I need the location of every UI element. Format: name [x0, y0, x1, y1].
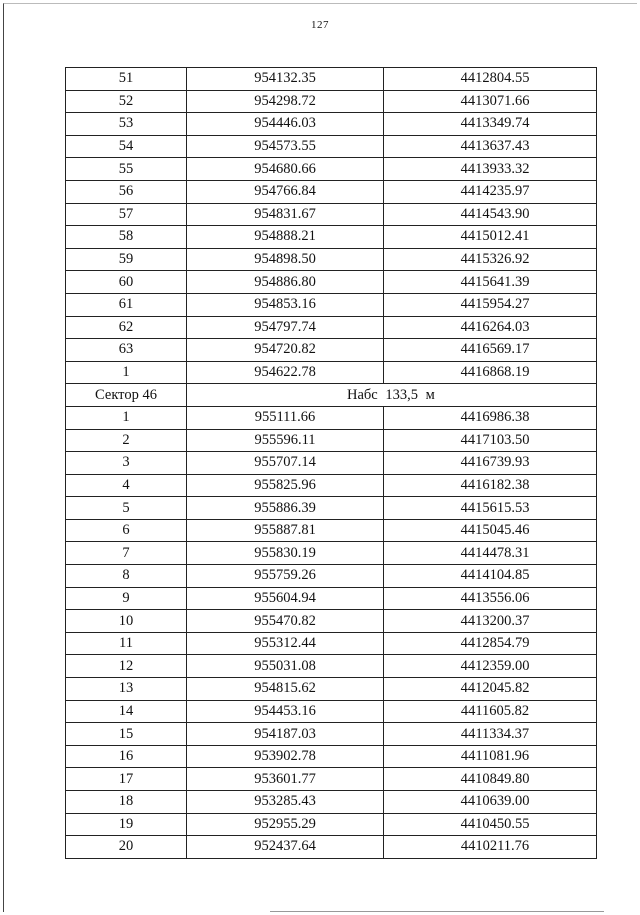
table-row: [66, 248, 597, 271]
point-number: 14: [66, 700, 187, 723]
sector-label: Сектор 46: [66, 384, 187, 407]
y-coordinate: 4415045.46: [384, 519, 597, 542]
x-coordinate: 952437.64: [187, 836, 384, 859]
x-coordinate: 955604.94: [187, 587, 384, 610]
y-coordinate: 4416868.19: [384, 361, 597, 384]
y-coordinate: 4411334.37: [384, 723, 597, 746]
point-number: 2: [66, 429, 187, 452]
table-row: [66, 723, 597, 746]
x-coordinate: 955887.81: [187, 519, 384, 542]
y-coordinate: 4415326.92: [384, 248, 597, 271]
point-number: 57: [66, 203, 187, 226]
point-number: 51: [66, 68, 187, 91]
table-row: [66, 180, 597, 203]
y-coordinate: 4416182.38: [384, 474, 597, 497]
x-coordinate: 955759.26: [187, 565, 384, 588]
y-coordinate: 4415615.53: [384, 497, 597, 520]
point-number: 19: [66, 813, 187, 836]
x-coordinate: 954298.72: [187, 90, 384, 113]
y-coordinate: 4411605.82: [384, 700, 597, 723]
y-coordinate: 4414104.85: [384, 565, 597, 588]
x-coordinate: 955312.44: [187, 632, 384, 655]
y-coordinate: 4414543.90: [384, 203, 597, 226]
point-number: 15: [66, 723, 187, 746]
table-row: [66, 452, 597, 475]
point-number: 6: [66, 519, 187, 542]
table-row: [66, 90, 597, 113]
y-coordinate: 4413933.32: [384, 158, 597, 181]
table-row: [66, 316, 597, 339]
point-number: 53: [66, 113, 187, 136]
x-coordinate: 954815.62: [187, 678, 384, 701]
table-row: [66, 339, 597, 362]
coordinates-table: [65, 67, 597, 859]
point-number: 10: [66, 610, 187, 633]
x-coordinate: 955830.19: [187, 542, 384, 565]
point-number: 18: [66, 791, 187, 814]
y-coordinate: 4416986.38: [384, 406, 597, 429]
x-coordinate: 954622.78: [187, 361, 384, 384]
y-coordinate: 4413071.66: [384, 90, 597, 113]
point-number: 9: [66, 587, 187, 610]
x-coordinate: 954573.55: [187, 135, 384, 158]
point-number: 58: [66, 226, 187, 249]
x-coordinate: 954898.50: [187, 248, 384, 271]
x-coordinate: 955031.08: [187, 655, 384, 678]
point-number: 56: [66, 180, 187, 203]
y-coordinate: 4410450.55: [384, 813, 597, 836]
bottom-edge-line: [270, 911, 604, 912]
table-row: [66, 406, 597, 429]
point-number: 5: [66, 497, 187, 520]
x-coordinate: 955707.14: [187, 452, 384, 475]
table-row: [66, 113, 597, 136]
x-coordinate: 954453.16: [187, 700, 384, 723]
point-number: 3: [66, 452, 187, 475]
table-row: [66, 135, 597, 158]
x-coordinate: 954853.16: [187, 293, 384, 316]
point-number: 17: [66, 768, 187, 791]
table-row: [66, 632, 597, 655]
y-coordinate: 4415954.27: [384, 293, 597, 316]
point-number: 20: [66, 836, 187, 859]
x-coordinate: 955111.66: [187, 406, 384, 429]
table-row: [66, 519, 597, 542]
table-row: [66, 655, 597, 678]
y-coordinate: 4411081.96: [384, 745, 597, 768]
point-number: 1: [66, 406, 187, 429]
x-coordinate: 952955.29: [187, 813, 384, 836]
x-coordinate: 954831.67: [187, 203, 384, 226]
x-coordinate: 954132.35: [187, 68, 384, 91]
point-number: 62: [66, 316, 187, 339]
table-row: [66, 610, 597, 633]
table-row: [66, 226, 597, 249]
point-number: 60: [66, 271, 187, 294]
table-row: [66, 542, 597, 565]
x-coordinate: 954446.03: [187, 113, 384, 136]
y-coordinate: 4416264.03: [384, 316, 597, 339]
table-row: [66, 768, 597, 791]
table-row: [66, 700, 597, 723]
table-row: [66, 836, 597, 859]
table-row: [66, 474, 597, 497]
y-coordinate: 4415012.41: [384, 226, 597, 249]
table-row: [66, 158, 597, 181]
point-number: 61: [66, 293, 187, 316]
point-number: 8: [66, 565, 187, 588]
point-number: 55: [66, 158, 187, 181]
x-coordinate: 953601.77: [187, 768, 384, 791]
x-coordinate: 954766.84: [187, 180, 384, 203]
table-row: [66, 68, 597, 91]
x-coordinate: 954886.80: [187, 271, 384, 294]
x-coordinate: 954187.03: [187, 723, 384, 746]
page-number: 127: [311, 19, 329, 31]
point-number: 11: [66, 632, 187, 655]
point-number: 1: [66, 361, 187, 384]
table-section-a: [66, 68, 597, 384]
sector-elevation: Набс 133,5 м: [187, 384, 597, 407]
point-number: 59: [66, 248, 187, 271]
y-coordinate: 4415641.39: [384, 271, 597, 294]
y-coordinate: 4416739.93: [384, 452, 597, 475]
y-coordinate: 4416569.17: [384, 339, 597, 362]
y-coordinate: 4413556.06: [384, 587, 597, 610]
y-coordinate: 4410639.00: [384, 791, 597, 814]
y-coordinate: 4412804.55: [384, 68, 597, 91]
x-coordinate: 955886.39: [187, 497, 384, 520]
table-row: [66, 429, 597, 452]
table-row: [66, 678, 597, 701]
x-coordinate: 955470.82: [187, 610, 384, 633]
point-number: 13: [66, 678, 187, 701]
point-number: 63: [66, 339, 187, 362]
table-row: [66, 361, 597, 384]
point-number: 4: [66, 474, 187, 497]
y-coordinate: 4410849.80: [384, 768, 597, 791]
table-row: [66, 271, 597, 294]
point-number: 7: [66, 542, 187, 565]
table-row: [66, 565, 597, 588]
y-coordinate: 4413349.74: [384, 113, 597, 136]
y-coordinate: 4417103.50: [384, 429, 597, 452]
x-coordinate: 954680.66: [187, 158, 384, 181]
y-coordinate: 4413200.37: [384, 610, 597, 633]
table-row: [66, 497, 597, 520]
y-coordinate: 4414478.31: [384, 542, 597, 565]
y-coordinate: 4414235.97: [384, 180, 597, 203]
table-row: [66, 203, 597, 226]
table-row: [66, 791, 597, 814]
sector-header: [66, 384, 597, 407]
y-coordinate: 4412359.00: [384, 655, 597, 678]
x-coordinate: 953285.43: [187, 791, 384, 814]
table-row: [66, 745, 597, 768]
point-number: 52: [66, 90, 187, 113]
y-coordinate: 4412854.79: [384, 632, 597, 655]
table-section-b: [66, 406, 597, 858]
x-coordinate: 954888.21: [187, 226, 384, 249]
table-row: [66, 813, 597, 836]
y-coordinate: 4412045.82: [384, 678, 597, 701]
point-number: 54: [66, 135, 187, 158]
x-coordinate: 955596.11: [187, 429, 384, 452]
point-number: 12: [66, 655, 187, 678]
y-coordinate: 4413637.43: [384, 135, 597, 158]
x-coordinate: 954797.74: [187, 316, 384, 339]
table-row: [66, 587, 597, 610]
table-row: [66, 293, 597, 316]
x-coordinate: 955825.96: [187, 474, 384, 497]
point-number: 16: [66, 745, 187, 768]
y-coordinate: 4410211.76: [384, 836, 597, 859]
x-coordinate: 954720.82: [187, 339, 384, 362]
x-coordinate: 953902.78: [187, 745, 384, 768]
sector-row: [66, 384, 597, 407]
